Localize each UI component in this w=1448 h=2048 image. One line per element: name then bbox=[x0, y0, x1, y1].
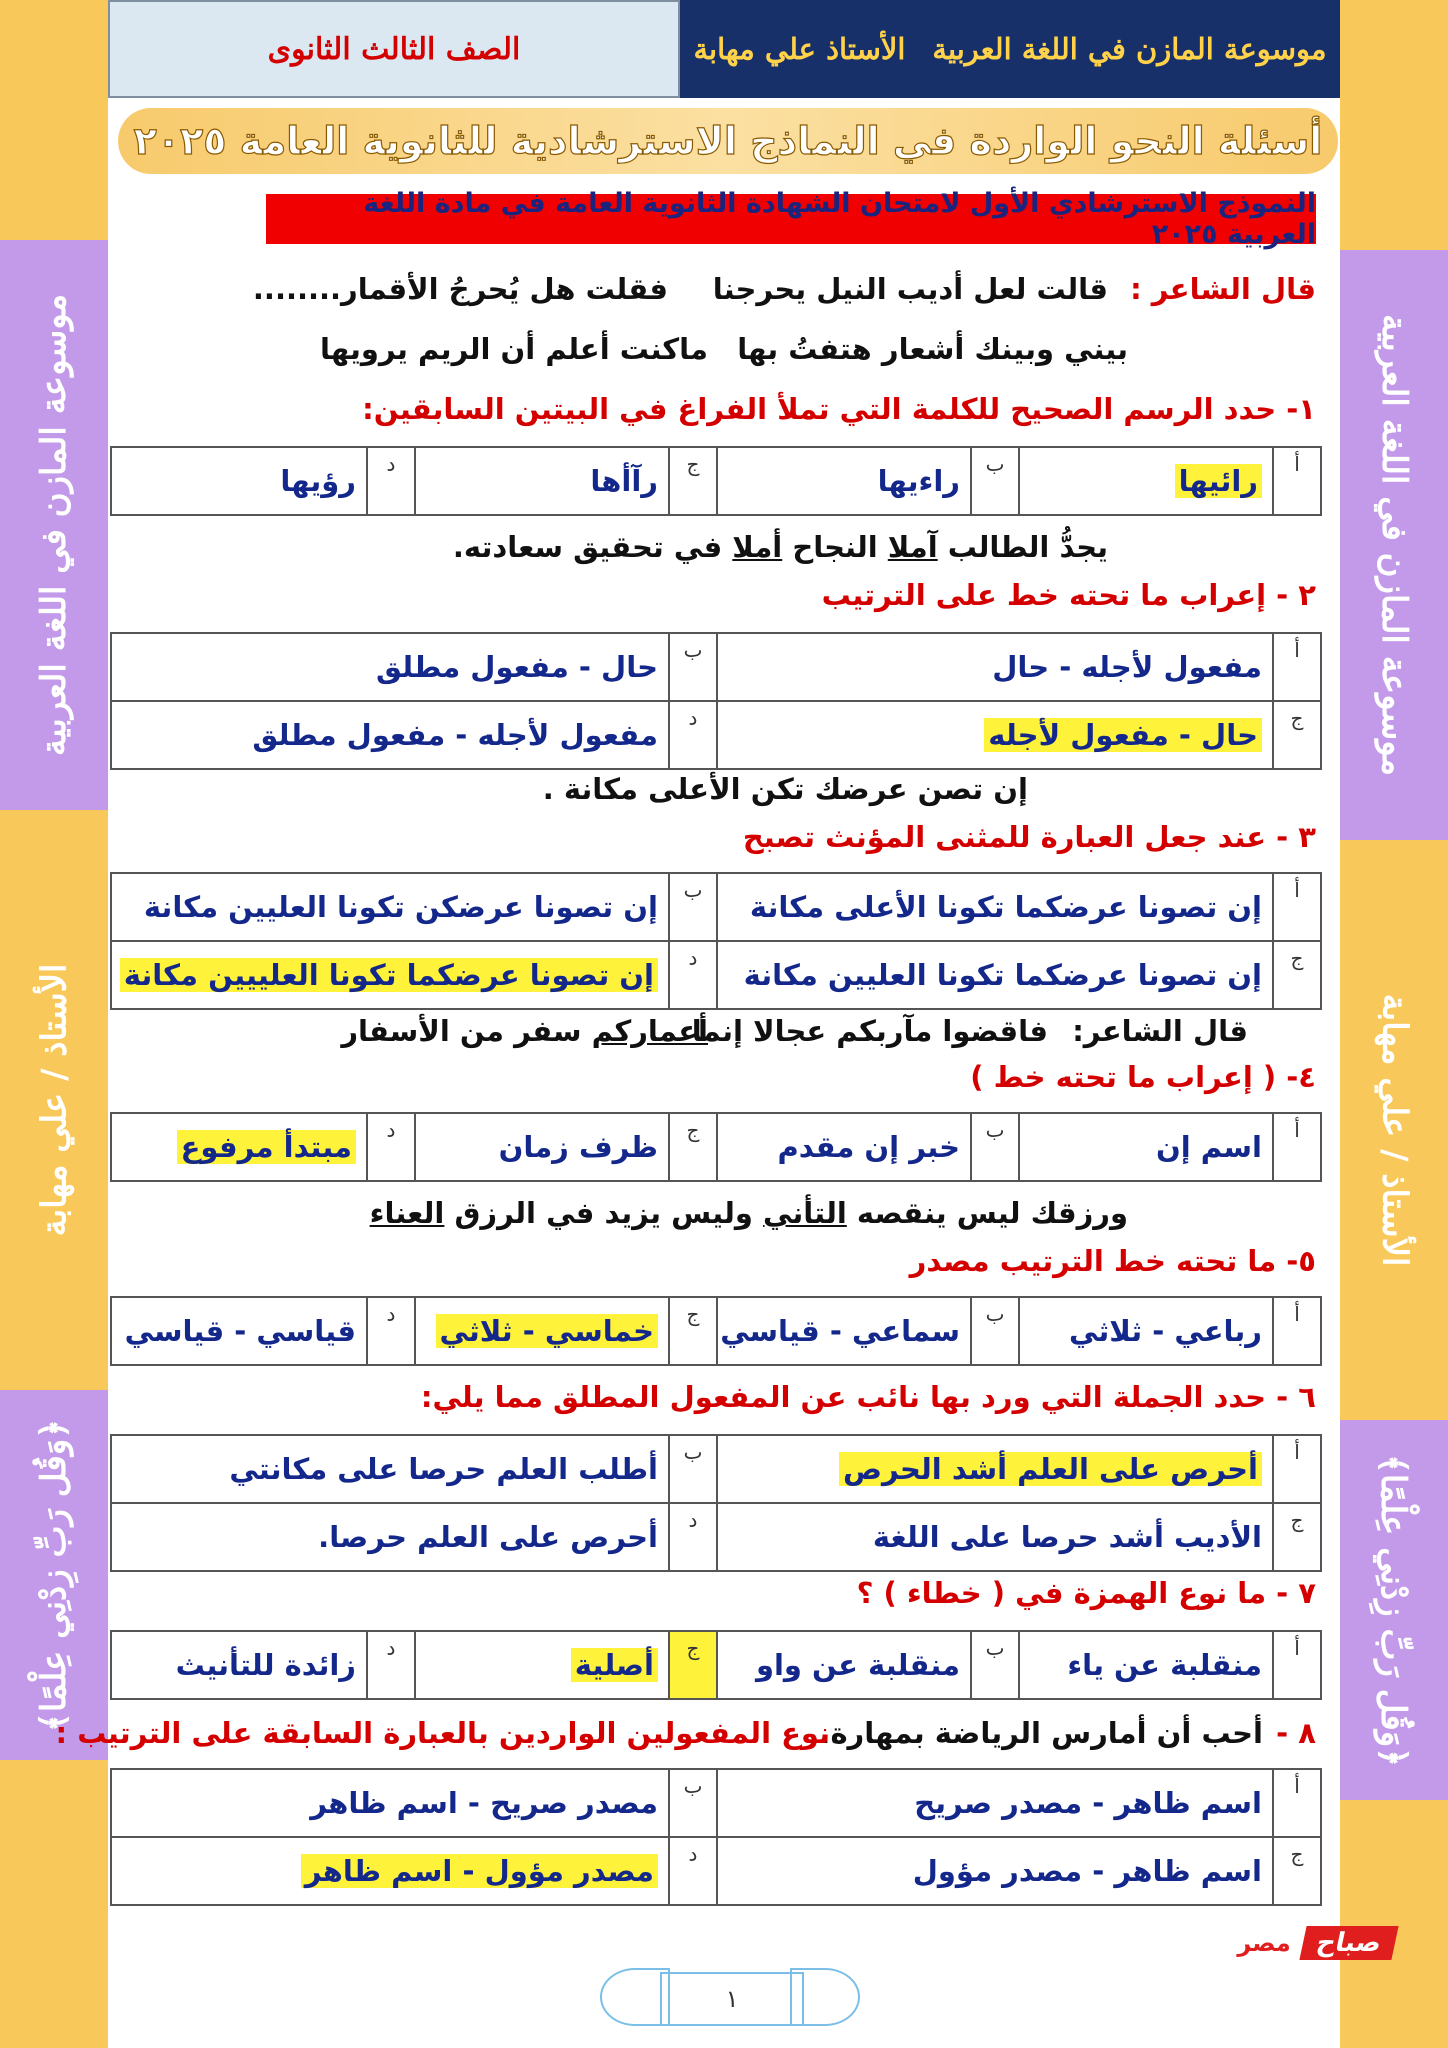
answer-table-1 bbox=[110, 446, 1322, 516]
option-text: رائيها bbox=[1175, 464, 1262, 498]
option-text: أحرص على العلم أشد الحرص bbox=[839, 1452, 1262, 1486]
option-label: أ bbox=[1272, 1298, 1320, 1364]
option-label: أ bbox=[1272, 448, 1320, 514]
side-verse-label: ﴿وَقُل رَبِّ زِدْنِي عِلْمًا﴾ bbox=[34, 1418, 75, 1732]
page-title-band bbox=[118, 108, 1338, 174]
answer-table-6 bbox=[110, 1434, 1322, 1572]
option-c[interactable] bbox=[414, 1632, 716, 1698]
option-label: د bbox=[366, 448, 414, 514]
option-text: خبر إن مقدم bbox=[777, 1130, 960, 1164]
question-4: ٤- ( إعراب ما تحته خط ) bbox=[970, 1060, 1316, 1094]
question-6: ٦ - حدد الجملة التي ورد بها نائب عن المفعول المطلق مما يلي: bbox=[420, 1380, 1316, 1414]
option-text: سماعي - قياسي bbox=[720, 1314, 960, 1348]
option-c[interactable] bbox=[716, 1838, 1320, 1904]
option-text: حال - مفعول مطلق bbox=[376, 650, 658, 684]
option-text: مفعول لأجله - مفعول مطلق bbox=[252, 718, 658, 752]
option-label: أ bbox=[1272, 1632, 1320, 1698]
option-c[interactable] bbox=[716, 1504, 1320, 1570]
header-teacher: الأستاذ علي مهابة bbox=[693, 32, 906, 66]
option-text: اسم إن bbox=[1156, 1130, 1262, 1164]
option-text: إن تصونا عرضكما تكونا الأعلى مكانة bbox=[749, 890, 1262, 924]
option-label: أ bbox=[1272, 1114, 1320, 1180]
option-text: ظرف زمان bbox=[498, 1130, 658, 1164]
option-a[interactable] bbox=[1018, 1632, 1320, 1698]
option-text: مصدر مؤول - اسم ظاهر bbox=[301, 1854, 658, 1888]
answer-table-5 bbox=[110, 1296, 1322, 1366]
poem-line bbox=[341, 1014, 708, 1048]
answer-table-4 bbox=[110, 1112, 1322, 1182]
table-row bbox=[112, 1298, 1320, 1364]
side-segment bbox=[1340, 840, 1448, 1420]
header-grade-box bbox=[108, 0, 680, 98]
option-b[interactable] bbox=[112, 1436, 716, 1502]
option-text: منقلبة عن واو bbox=[755, 1648, 960, 1682]
option-text: اسم ظاهر - مصدر مؤول bbox=[912, 1854, 1262, 1888]
option-d[interactable] bbox=[112, 1504, 716, 1570]
table-row bbox=[112, 1436, 1320, 1502]
option-label: د bbox=[668, 1838, 716, 1904]
table-row bbox=[112, 700, 1320, 768]
sentence-part: النجاح bbox=[782, 530, 888, 564]
option-label: ج bbox=[1272, 702, 1320, 768]
poem-line: فاقضوا مآربكم عجالا إنما bbox=[691, 1014, 1048, 1048]
sentence-part: ورزقك ليس ينقصه bbox=[846, 1196, 1128, 1230]
option-a[interactable] bbox=[1018, 448, 1320, 514]
subtitle: النموذج الاسترشادي الأول لامتحان الشهادة الثانوية العامة في مادة اللغة العربية ٢٠٢٥ bbox=[363, 188, 1316, 250]
option-c[interactable] bbox=[414, 1114, 716, 1180]
page-title: أسئلة النحو الواردة في النماذج الاسترشادية للثانوية العامة ٢٠٢٥ bbox=[133, 119, 1323, 163]
underlined-word: العناء bbox=[369, 1196, 445, 1230]
sentence-q5 bbox=[370, 1196, 1128, 1230]
option-text: خماسي - ثلاثي bbox=[436, 1314, 658, 1348]
table-row bbox=[112, 1632, 1320, 1698]
option-b[interactable] bbox=[112, 634, 716, 700]
table-row bbox=[112, 634, 1320, 700]
option-b[interactable] bbox=[716, 1298, 1018, 1364]
poem-part: سفر من الأسفار bbox=[341, 1014, 592, 1048]
page-number: ١ bbox=[660, 1972, 804, 2026]
option-text: إن تصونا عرضكما تكونا العليين مكانة bbox=[743, 958, 1262, 992]
question-1: ١- حدد الرسم الصحيح للكلمة التي تملأ الفراغ في البيتين السابقين: bbox=[362, 392, 1316, 426]
option-c[interactable] bbox=[716, 702, 1320, 768]
sentence-part: في تحقيق سعادته. bbox=[452, 530, 733, 564]
sentence-q2 bbox=[453, 530, 1108, 564]
option-text: قياسي - قياسي bbox=[124, 1314, 356, 1348]
option-text: إن تصونا عرضكما تكونا العلييين مكانة bbox=[120, 958, 658, 992]
poem-line: قالت لعل أديب النيل يحرجنا bbox=[712, 272, 1108, 306]
sentence-part: وليس يزيد في الرزق bbox=[444, 1196, 764, 1230]
option-label: ب bbox=[970, 1632, 1018, 1698]
option-label: ج bbox=[1272, 942, 1320, 1008]
option-a[interactable] bbox=[716, 1770, 1320, 1836]
option-d[interactable] bbox=[112, 448, 414, 514]
option-text: منقلبة عن ياء bbox=[1067, 1648, 1262, 1682]
option-b[interactable] bbox=[716, 1632, 1018, 1698]
option-label: ب bbox=[668, 874, 716, 940]
option-d[interactable] bbox=[112, 942, 716, 1008]
question-2: ٢ - إعراب ما تحته خط على الترتيب bbox=[821, 578, 1316, 612]
option-text: رباعي - ثلاثي bbox=[1069, 1314, 1262, 1348]
option-label: ج bbox=[668, 1632, 716, 1698]
side-segment bbox=[1340, 250, 1448, 840]
side-segment bbox=[0, 240, 108, 810]
side-verse-label: ﴿وَقُل رَبِّ زِدْنِي عِلْمًا﴾ bbox=[1373, 1453, 1414, 1767]
option-label: أ bbox=[1272, 874, 1320, 940]
option-label: د bbox=[366, 1632, 414, 1698]
option-text: الأديب أشد حرصا على اللغة bbox=[872, 1520, 1262, 1554]
table-row bbox=[112, 1114, 1320, 1180]
side-segment bbox=[0, 1390, 108, 1760]
table-row bbox=[112, 1502, 1320, 1570]
table-row bbox=[112, 1836, 1320, 1904]
poem-line: بيني وبينك أشعار هتفتُ بها bbox=[737, 332, 1128, 366]
option-c[interactable] bbox=[414, 1298, 716, 1364]
underlined-word: أعماركم bbox=[591, 1014, 708, 1048]
option-label: ج bbox=[1272, 1504, 1320, 1570]
option-label: ب bbox=[668, 634, 716, 700]
question-3: ٣ - عند جعل العبارة للمثنى المؤنث تصبح bbox=[742, 820, 1316, 854]
option-label: د bbox=[366, 1114, 414, 1180]
header-banner bbox=[680, 0, 1340, 98]
option-a[interactable] bbox=[1018, 1114, 1320, 1180]
option-label: ج bbox=[668, 448, 716, 514]
question-7: ٧ - ما نوع الهمزة في ( خطاء ) ؟ bbox=[856, 1576, 1316, 1610]
option-b[interactable] bbox=[112, 1770, 716, 1836]
option-d[interactable] bbox=[112, 702, 716, 768]
option-label: ب bbox=[970, 448, 1018, 514]
option-text: اسم ظاهر - مصدر صريح bbox=[914, 1786, 1262, 1820]
option-text: مصدر صريح - اسم ظاهر bbox=[310, 1786, 658, 1820]
side-segment bbox=[0, 1760, 108, 2048]
question-8-text: نوع المفعولين الواردين بالعبارة السابقة على الترتيب : bbox=[55, 1716, 830, 1750]
option-b[interactable] bbox=[716, 1114, 1018, 1180]
poem-intro: قال الشاعر: bbox=[1072, 1014, 1248, 1048]
option-label: أ bbox=[1272, 1770, 1320, 1836]
option-label: د bbox=[366, 1298, 414, 1364]
underlined-word: التأني bbox=[763, 1196, 847, 1230]
option-label: ج bbox=[668, 1298, 716, 1364]
option-text: أطلب العلم حرصا على مكانتي bbox=[229, 1452, 658, 1486]
option-label: ب bbox=[668, 1436, 716, 1502]
option-label: ب bbox=[970, 1114, 1018, 1180]
side-encyclopedia-label: موسوعة المازن في اللغة العربية bbox=[1373, 313, 1414, 777]
option-a[interactable] bbox=[716, 874, 1320, 940]
option-a[interactable] bbox=[716, 1436, 1320, 1502]
header-encyclopedia: موسوعة المازن في اللغة العربية bbox=[932, 32, 1327, 66]
answer-table-8 bbox=[110, 1768, 1322, 1906]
poem-intro: قال الشاعر : bbox=[1130, 272, 1316, 306]
poem-line: ماكنت أعلم أن الريم يرويها bbox=[319, 332, 708, 366]
option-text: أحرص على العلم حرصا. bbox=[318, 1520, 658, 1554]
side-segment bbox=[1340, 0, 1448, 250]
side-teacher-label: الأستاذ / علي مهابة bbox=[34, 963, 74, 1237]
table-row bbox=[112, 448, 1320, 514]
sentence-q3: إن تصن عرضك تكن الأعلى مكانة . bbox=[542, 772, 1028, 806]
question-8-number: ٨ - bbox=[1276, 1716, 1316, 1750]
logo-main: صباح bbox=[1299, 1926, 1398, 1960]
question-5: ٥- ما تحته خط الترتيب مصدر bbox=[909, 1244, 1316, 1278]
site-logo bbox=[1165, 1920, 1395, 1966]
option-text: رؤيها bbox=[280, 464, 356, 498]
page-number-ornament bbox=[600, 1960, 860, 2034]
side-segment bbox=[0, 0, 108, 240]
answer-table-7 bbox=[110, 1630, 1322, 1700]
sentence-part: يجدُّ الطالب bbox=[937, 530, 1108, 564]
question-8-sentence: أحب أن أمارس الرياضة بمهارة. bbox=[819, 1716, 1263, 1750]
underlined-word: أملا bbox=[732, 530, 783, 564]
option-label: ب bbox=[668, 1770, 716, 1836]
option-text: مبتدأ مرفوع bbox=[177, 1130, 356, 1164]
option-d[interactable] bbox=[112, 1298, 414, 1364]
grade-label: الصف الثالث الثانوى bbox=[267, 31, 521, 67]
underlined-word: آملا bbox=[887, 530, 938, 564]
right-side-band bbox=[1340, 0, 1448, 2048]
option-b[interactable] bbox=[716, 448, 1018, 514]
option-d[interactable] bbox=[112, 1838, 716, 1904]
option-d[interactable] bbox=[112, 1114, 414, 1180]
side-segment bbox=[1340, 1420, 1448, 1800]
table-row bbox=[112, 940, 1320, 1008]
option-label: ج bbox=[668, 1114, 716, 1180]
option-a[interactable] bbox=[1018, 1298, 1320, 1364]
option-text: إن تصونا عرضكن تكونا العليين مكانة bbox=[143, 890, 658, 924]
option-text: راءيها bbox=[877, 464, 960, 498]
option-text: رآأها bbox=[590, 464, 658, 498]
option-text: مفعول لأجله - حال bbox=[992, 650, 1262, 684]
option-c[interactable] bbox=[414, 448, 716, 514]
poem-line: فقلت هل يُحرجُ الأقمار........ bbox=[252, 272, 668, 306]
subtitle-band bbox=[266, 188, 1316, 250]
option-label: أ bbox=[1272, 634, 1320, 700]
option-b[interactable] bbox=[112, 874, 716, 940]
option-label: ب bbox=[970, 1298, 1018, 1364]
option-a[interactable] bbox=[716, 634, 1320, 700]
option-text: حال - مفعول لأجله bbox=[984, 718, 1262, 752]
option-label: أ bbox=[1272, 1436, 1320, 1502]
option-d[interactable] bbox=[112, 1632, 414, 1698]
side-teacher-label: الأستاذ / علي مهابة bbox=[1374, 993, 1414, 1267]
answer-table-3 bbox=[110, 872, 1322, 1010]
answer-table-2 bbox=[110, 632, 1322, 770]
logo-side: مصر bbox=[1237, 1929, 1291, 1957]
option-text: أصلية bbox=[571, 1648, 658, 1682]
option-label: د bbox=[668, 1504, 716, 1570]
option-text: زائدة للتأنيث bbox=[175, 1648, 356, 1682]
option-label: ج bbox=[1272, 1838, 1320, 1904]
side-encyclopedia-label: موسوعة المازن في اللغة العربية bbox=[33, 293, 74, 757]
option-c[interactable] bbox=[716, 942, 1320, 1008]
table-row bbox=[112, 874, 1320, 940]
table-row bbox=[112, 1770, 1320, 1836]
option-label: د bbox=[668, 942, 716, 1008]
option-label: د bbox=[668, 702, 716, 768]
side-segment bbox=[0, 810, 108, 1390]
